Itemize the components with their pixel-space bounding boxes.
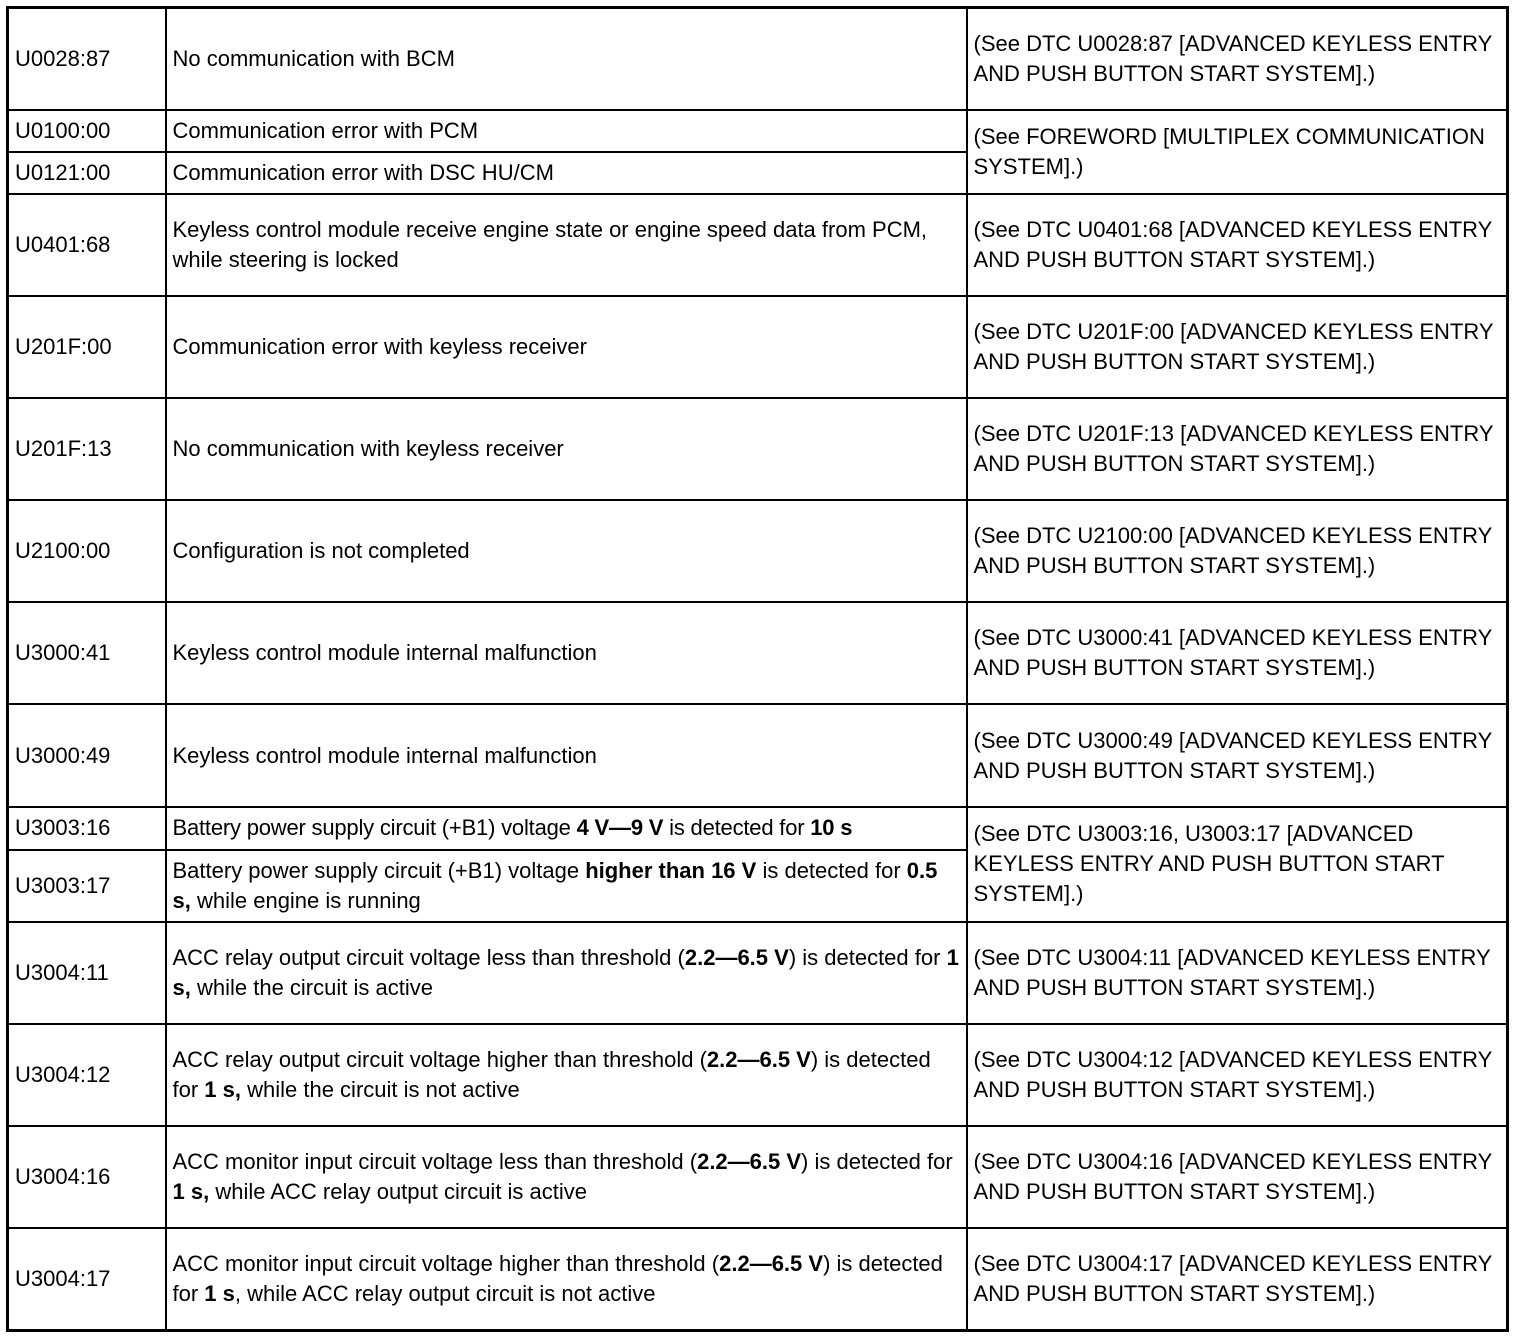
table-row (8, 8, 1508, 110)
table-row (8, 110, 1508, 152)
table-row (8, 704, 1508, 806)
dtc-description: Communication error with keyless receiver (166, 296, 967, 398)
dtc-code: U0028:87 (8, 8, 166, 110)
dtc-description: ACC monitor input circuit voltage higher than threshold (2.2—6.5 V) is detected for 1 s, while ACC relay output circuit is not active (166, 1228, 967, 1330)
dtc-code: U3003:17 (8, 850, 166, 922)
dtc-reference: (See DTC U3004:16 [ADVANCED KEYLESS ENTRY AND PUSH BUTTON START SYSTEM].) (967, 1126, 1508, 1228)
dtc-description: No communication with keyless receiver (166, 398, 967, 500)
table-row (8, 922, 1508, 1024)
dtc-description: Keyless control module receive engine state or engine speed data from PCM, while steering is locked (166, 194, 967, 296)
dtc-code: U201F:00 (8, 296, 166, 398)
dtc-code: U3000:49 (8, 704, 166, 806)
table-row (8, 194, 1508, 296)
dtc-reference: (See DTC U2100:00 [ADVANCED KEYLESS ENTRY AND PUSH BUTTON START SYSTEM].) (967, 500, 1508, 602)
dtc-code: U201F:13 (8, 398, 166, 500)
dtc-description: Battery power supply circuit (+B1) voltage higher than 16 V is detected for 0.5 s, while engine is running (166, 850, 967, 922)
dtc-description: Communication error with DSC HU/CM (166, 152, 967, 194)
dtc-code: U0121:00 (8, 152, 166, 194)
dtc-code: U3004:11 (8, 922, 166, 1024)
table-row (8, 1024, 1508, 1126)
dtc-description: ACC monitor input circuit voltage less than threshold (2.2—6.5 V) is detected for 1 s, while ACC relay output circuit is active (166, 1126, 967, 1228)
dtc-description: Battery power supply circuit (+B1) voltage 4 V—9 V is detected for 10 s (166, 807, 967, 850)
dtc-description: ACC relay output circuit voltage higher than threshold (2.2—6.5 V) is detected for 1 s, while the circuit is not active (166, 1024, 967, 1126)
dtc-code: U3000:41 (8, 602, 166, 704)
table-row (8, 296, 1508, 398)
dtc-code: U3004:16 (8, 1126, 166, 1228)
dtc-reference: (See DTC U3004:17 [ADVANCED KEYLESS ENTRY AND PUSH BUTTON START SYSTEM].) (967, 1228, 1508, 1330)
dtc-reference: (See FOREWORD [MULTIPLEX COMMUNICATION SYSTEM].) (967, 110, 1508, 194)
table-row (8, 602, 1508, 704)
table-row (8, 1126, 1508, 1228)
dtc-code: U3003:16 (8, 807, 166, 850)
dtc-description: ACC relay output circuit voltage less than threshold (2.2—6.5 V) is detected for 1 s, while the circuit is active (166, 922, 967, 1024)
dtc-reference: (See DTC U3004:11 [ADVANCED KEYLESS ENTRY AND PUSH BUTTON START SYSTEM].) (967, 922, 1508, 1024)
table-row (8, 398, 1508, 500)
dtc-reference: (See DTC U201F:13 [ADVANCED KEYLESS ENTRY AND PUSH BUTTON START SYSTEM].) (967, 398, 1508, 500)
dtc-code: U2100:00 (8, 500, 166, 602)
dtc-reference: (See DTC U3000:49 [ADVANCED KEYLESS ENTRY AND PUSH BUTTON START SYSTEM].) (967, 704, 1508, 806)
table-row (8, 1228, 1508, 1330)
dtc-description: No communication with BCM (166, 8, 967, 110)
dtc-reference: (See DTC U0028:87 [ADVANCED KEYLESS ENTRY AND PUSH BUTTON START SYSTEM].) (967, 8, 1508, 110)
dtc-table (6, 6, 1509, 1332)
dtc-code: U0401:68 (8, 194, 166, 296)
dtc-reference: (See DTC U0401:68 [ADVANCED KEYLESS ENTRY AND PUSH BUTTON START SYSTEM].) (967, 194, 1508, 296)
dtc-reference: (See DTC U201F:00 [ADVANCED KEYLESS ENTRY AND PUSH BUTTON START SYSTEM].) (967, 296, 1508, 398)
dtc-description: Configuration is not completed (166, 500, 967, 602)
table-row (8, 500, 1508, 602)
table-row (8, 807, 1508, 850)
dtc-reference: (See DTC U3003:16, U3003:17 [ADVANCED KEYLESS ENTRY AND PUSH BUTTON START SYSTEM].) (967, 807, 1508, 922)
dtc-description: Keyless control module internal malfunction (166, 704, 967, 806)
dtc-reference: (See DTC U3004:12 [ADVANCED KEYLESS ENTRY AND PUSH BUTTON START SYSTEM].) (967, 1024, 1508, 1126)
dtc-code: U0100:00 (8, 110, 166, 152)
dtc-description: Keyless control module internal malfunction (166, 602, 967, 704)
dtc-reference: (See DTC U3000:41 [ADVANCED KEYLESS ENTRY AND PUSH BUTTON START SYSTEM].) (967, 602, 1508, 704)
dtc-code: U3004:17 (8, 1228, 166, 1330)
dtc-description: Communication error with PCM (166, 110, 967, 152)
dtc-code: U3004:12 (8, 1024, 166, 1126)
